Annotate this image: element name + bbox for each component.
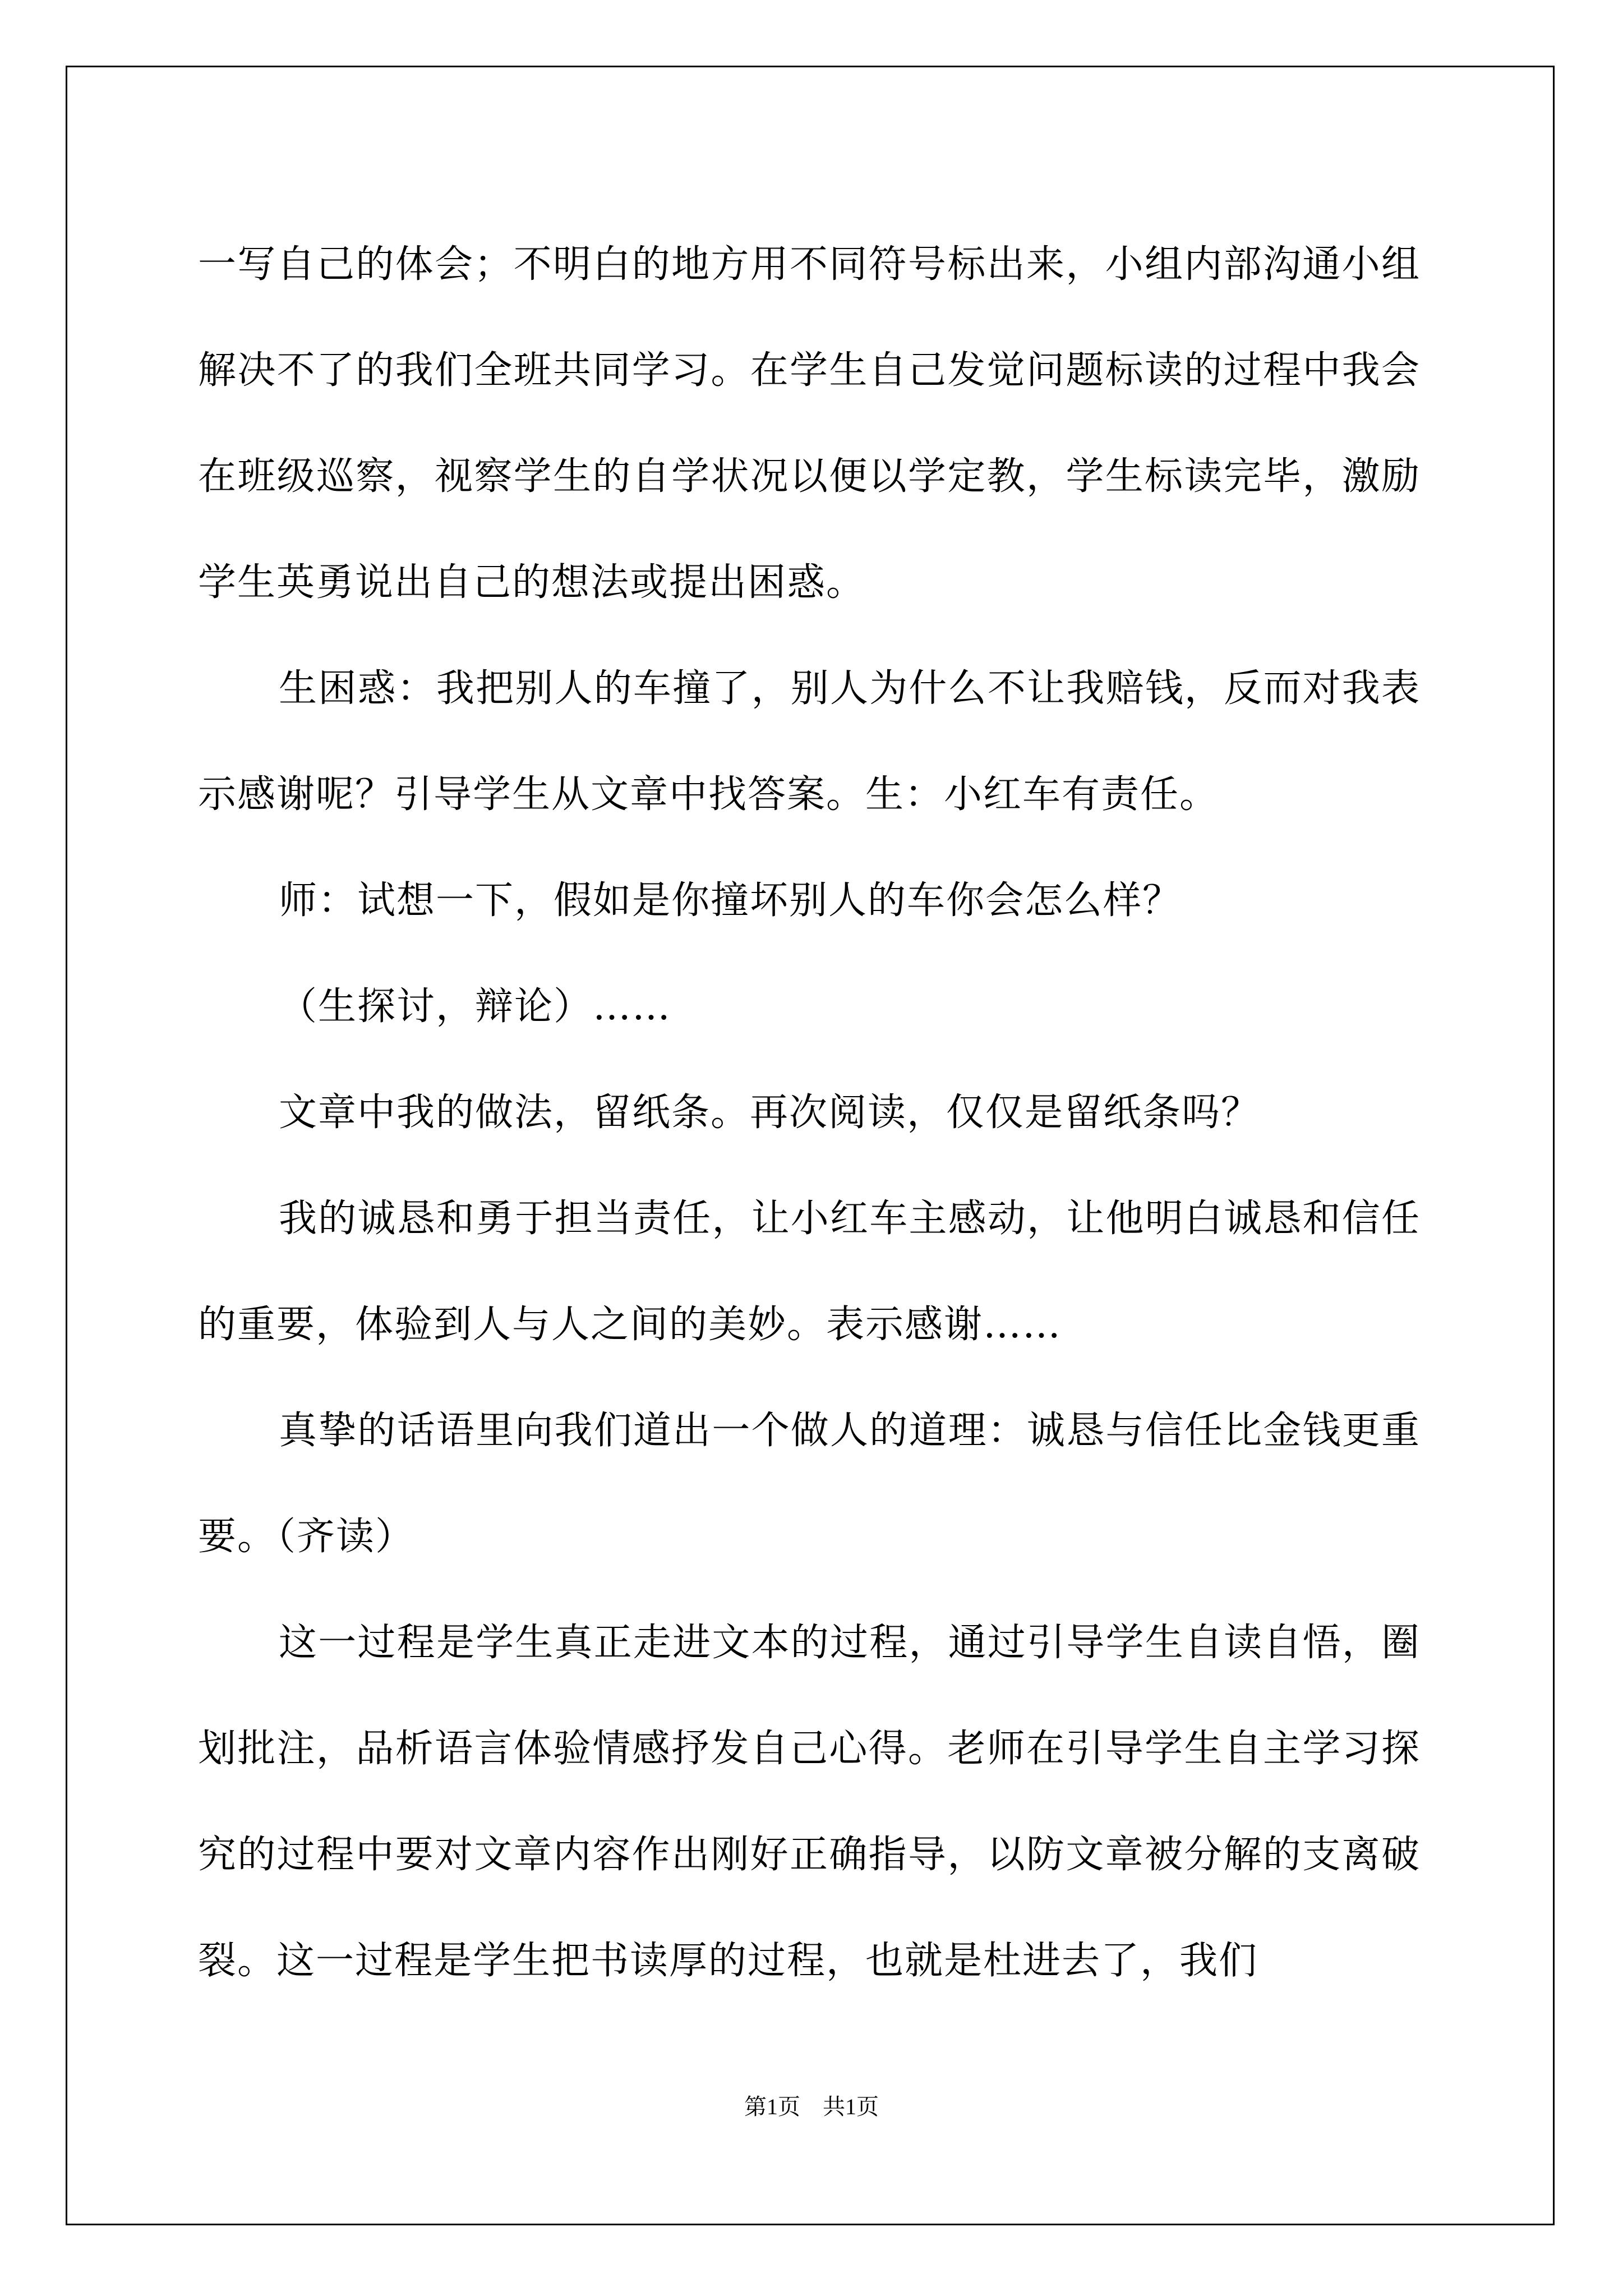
paragraph-3: 师：试想一下，假如是你撞坏别人的车你会怎么样？ bbox=[279, 878, 1182, 923]
paragraph-2: 生困惑：我把别人的车撞了，别人为什么不让我赔钱，反而对我表示感谢呢？引导学生从文章中找答案。生：小红车有责任。 bbox=[198, 666, 1421, 817]
paragraph-6: 我的诚恳和勇于担当责任，让小红车主感动，让他明白诚恳和信任的重要，体验到人与人之间的美妙。表示感谢…… bbox=[198, 1197, 1421, 1347]
paragraph-8: 这一过程是学生真正走进文本的过程，通过引导学生自读自悟，圈划批注，品析语言体验情感抒发自己心得。老师在引导学生自主学习探究的过程中要对文章内容作出刚好正确指导，以防文章被分解的支离破裂。这一过程是学生把书读厚的过程，也就是杜进去了，我们 bbox=[198, 1621, 1421, 1983]
paragraph-1: 一写自己的体会；不明白的地方用不同符号标出来，小组内部沟通小组解决不了的我们全班共同学习。在学生自己发觉问题标读的过程中我会在班级巡察，视察学生的自学状况以便以学定教，学生标读完毕，激励学生英勇说出自己的想法或提出困惑。 bbox=[198, 242, 1421, 605]
paragraph-4: （生探讨，辩论）…… bbox=[279, 984, 672, 1029]
paragraph-7: 真挚的话语里向我们道出一个做人的道理：诚恳与信任比金钱更重要。（齐读） bbox=[198, 1409, 1421, 1559]
document-body bbox=[198, 211, 1421, 2014]
page-footer: 第1页 共1页 bbox=[744, 2094, 879, 2119]
paragraph-5: 文章中我的做法，留纸条。再次阅读，仅仅是留纸条吗？ bbox=[279, 1091, 1261, 1135]
